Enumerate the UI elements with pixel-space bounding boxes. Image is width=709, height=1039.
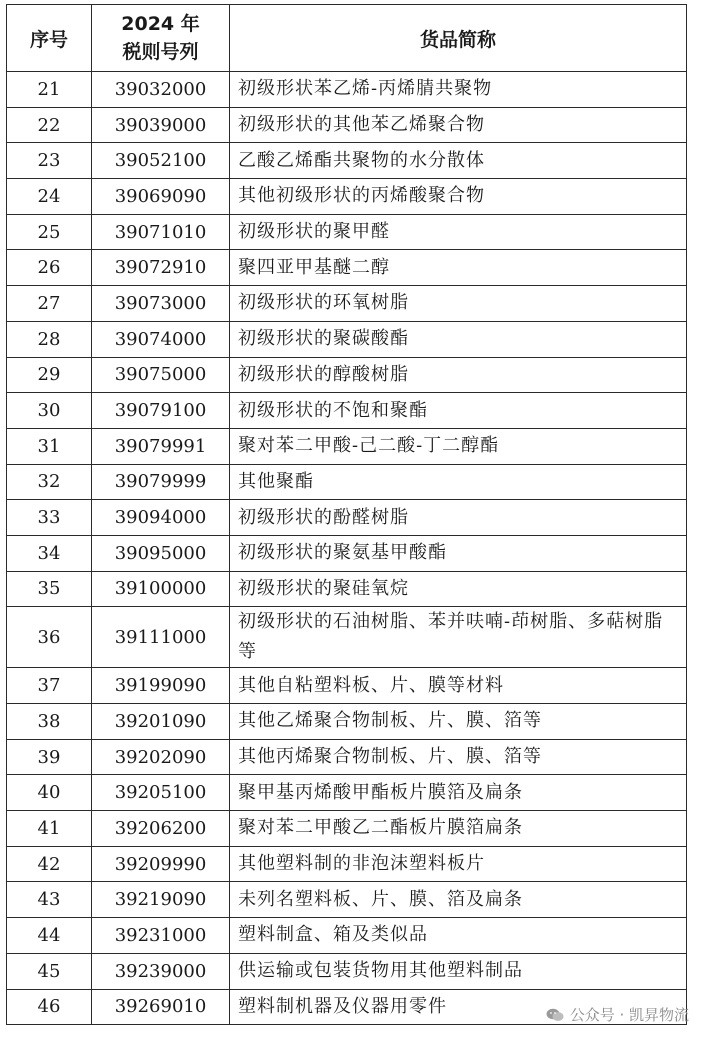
row-code: 39231000 — [92, 918, 230, 954]
row-code: 39071010 — [92, 214, 230, 250]
table-body — [7, 72, 687, 1025]
table-row — [7, 250, 687, 286]
row-name: 初级形状的聚甲醛 — [230, 214, 687, 250]
row-code: 39052100 — [92, 143, 230, 179]
table-row — [7, 321, 687, 357]
table-row — [7, 775, 687, 811]
table-row — [7, 882, 687, 918]
row-seq: 22 — [7, 107, 92, 143]
row-name: 聚甲基丙烯酸甲酯板片膜箔及扁条 — [230, 775, 687, 811]
row-code: 39039000 — [92, 107, 230, 143]
row-code: 39075000 — [92, 357, 230, 393]
row-code: 39206200 — [92, 811, 230, 847]
row-seq: 27 — [7, 286, 92, 322]
row-code: 39199090 — [92, 668, 230, 704]
row-code: 39032000 — [92, 72, 230, 108]
row-code: 39201090 — [92, 704, 230, 740]
table-row — [7, 704, 687, 740]
header-name: 货品简称 — [230, 5, 687, 72]
row-seq: 25 — [7, 214, 92, 250]
watermark — [546, 1004, 689, 1025]
row-code: 39073000 — [92, 286, 230, 322]
row-name: 其他初级形状的丙烯酸聚合物 — [230, 179, 687, 215]
row-seq: 39 — [7, 739, 92, 775]
row-seq: 41 — [7, 811, 92, 847]
row-code: 39072910 — [92, 250, 230, 286]
header-code-label: 税则号列 — [122, 41, 199, 63]
table-row — [7, 571, 687, 607]
table-header — [7, 5, 687, 72]
table-row — [7, 500, 687, 536]
row-name: 供运输或包装货物用其他塑料制品 — [230, 953, 687, 989]
row-code: 39095000 — [92, 535, 230, 571]
row-name: 初级形状苯乙烯-丙烯腈共聚物 — [230, 72, 687, 108]
row-name: 其他塑料制的非泡沫塑料板片 — [230, 846, 687, 882]
row-code: 39202090 — [92, 739, 230, 775]
row-code: 39239000 — [92, 953, 230, 989]
row-seq: 23 — [7, 143, 92, 179]
row-name: 其他聚酯 — [230, 464, 687, 500]
row-code: 39079100 — [92, 393, 230, 429]
row-code: 39074000 — [92, 321, 230, 357]
row-name: 初级形状的其他苯乙烯聚合物 — [230, 107, 687, 143]
row-seq: 37 — [7, 668, 92, 704]
row-name: 初级形状的聚氨基甲酸酯 — [230, 535, 687, 571]
table-row — [7, 464, 687, 500]
table-row — [7, 953, 687, 989]
row-name: 塑料制机器及仪器用零件 — [230, 989, 687, 1025]
row-seq: 46 — [7, 989, 92, 1025]
row-code: 39100000 — [92, 571, 230, 607]
table-row — [7, 286, 687, 322]
row-seq: 29 — [7, 357, 92, 393]
row-seq: 34 — [7, 535, 92, 571]
row-seq: 45 — [7, 953, 92, 989]
row-name: 初级形状的醇酸树脂 — [230, 357, 687, 393]
row-seq: 43 — [7, 882, 92, 918]
row-code: 39209990 — [92, 846, 230, 882]
table-row — [7, 607, 687, 668]
table-row — [7, 179, 687, 215]
table-row — [7, 535, 687, 571]
table-row — [7, 143, 687, 179]
row-name: 聚四亚甲基醚二醇 — [230, 250, 687, 286]
table-row — [7, 357, 687, 393]
row-name: 未列名塑料板、片、膜、箔及扁条 — [230, 882, 687, 918]
table-row — [7, 214, 687, 250]
table-row — [7, 918, 687, 954]
row-code: 39205100 — [92, 775, 230, 811]
row-seq: 30 — [7, 393, 92, 429]
row-name: 乙酸乙烯酯共聚物的水分散体 — [230, 143, 687, 179]
row-code: 39219090 — [92, 882, 230, 918]
header-row — [7, 5, 687, 72]
row-name: 聚对苯二甲酸乙二酯板片膜箔扁条 — [230, 811, 687, 847]
table-row — [7, 739, 687, 775]
table-row — [7, 668, 687, 704]
row-seq: 42 — [7, 846, 92, 882]
wechat-icon — [546, 1008, 564, 1022]
row-name: 塑料制盒、箱及类似品 — [230, 918, 687, 954]
row-seq: 26 — [7, 250, 92, 286]
row-seq: 36 — [7, 607, 92, 668]
row-name: 初级形状的聚硅氧烷 — [230, 571, 687, 607]
row-name: 聚对苯二甲酸-己二酸-丁二醇酯 — [230, 428, 687, 464]
table-row — [7, 846, 687, 882]
header-code-year: 2024 年 — [121, 13, 200, 35]
row-name: 初级形状的环氧树脂 — [230, 286, 687, 322]
row-seq: 44 — [7, 918, 92, 954]
row-seq: 21 — [7, 72, 92, 108]
row-name: 其他自粘塑料板、片、膜等材料 — [230, 668, 687, 704]
row-code: 39094000 — [92, 500, 230, 536]
row-code: 39069090 — [92, 179, 230, 215]
row-seq: 32 — [7, 464, 92, 500]
row-name: 其他乙烯聚合物制板、片、膜、箔等 — [230, 704, 687, 740]
row-name: 其他丙烯聚合物制板、片、膜、箔等 — [230, 739, 687, 775]
table-row — [7, 72, 687, 108]
row-code: 39079999 — [92, 464, 230, 500]
row-code: 39111000 — [92, 607, 230, 668]
table-row — [7, 107, 687, 143]
row-name: 初级形状的聚碳酸酯 — [230, 321, 687, 357]
table-row — [7, 393, 687, 429]
table-row — [7, 428, 687, 464]
row-seq: 28 — [7, 321, 92, 357]
row-seq: 31 — [7, 428, 92, 464]
row-seq: 40 — [7, 775, 92, 811]
table-row — [7, 811, 687, 847]
row-seq: 35 — [7, 571, 92, 607]
row-seq: 24 — [7, 179, 92, 215]
tariff-table — [6, 4, 687, 1025]
row-name: 初级形状的酚醛树脂 — [230, 500, 687, 536]
header-seq: 序号 — [7, 5, 92, 72]
row-code: 39079991 — [92, 428, 230, 464]
watermark-text: 公众号 · 凯昇物流 — [569, 1006, 689, 1024]
row-seq: 33 — [7, 500, 92, 536]
row-seq: 38 — [7, 704, 92, 740]
header-code — [92, 5, 230, 72]
row-name: 初级形状的不饱和聚酯 — [230, 393, 687, 429]
row-code: 39269010 — [92, 989, 230, 1025]
row-name: 初级形状的石油树脂、苯并呋喃-茚树脂、多萜树脂等 — [230, 607, 687, 668]
